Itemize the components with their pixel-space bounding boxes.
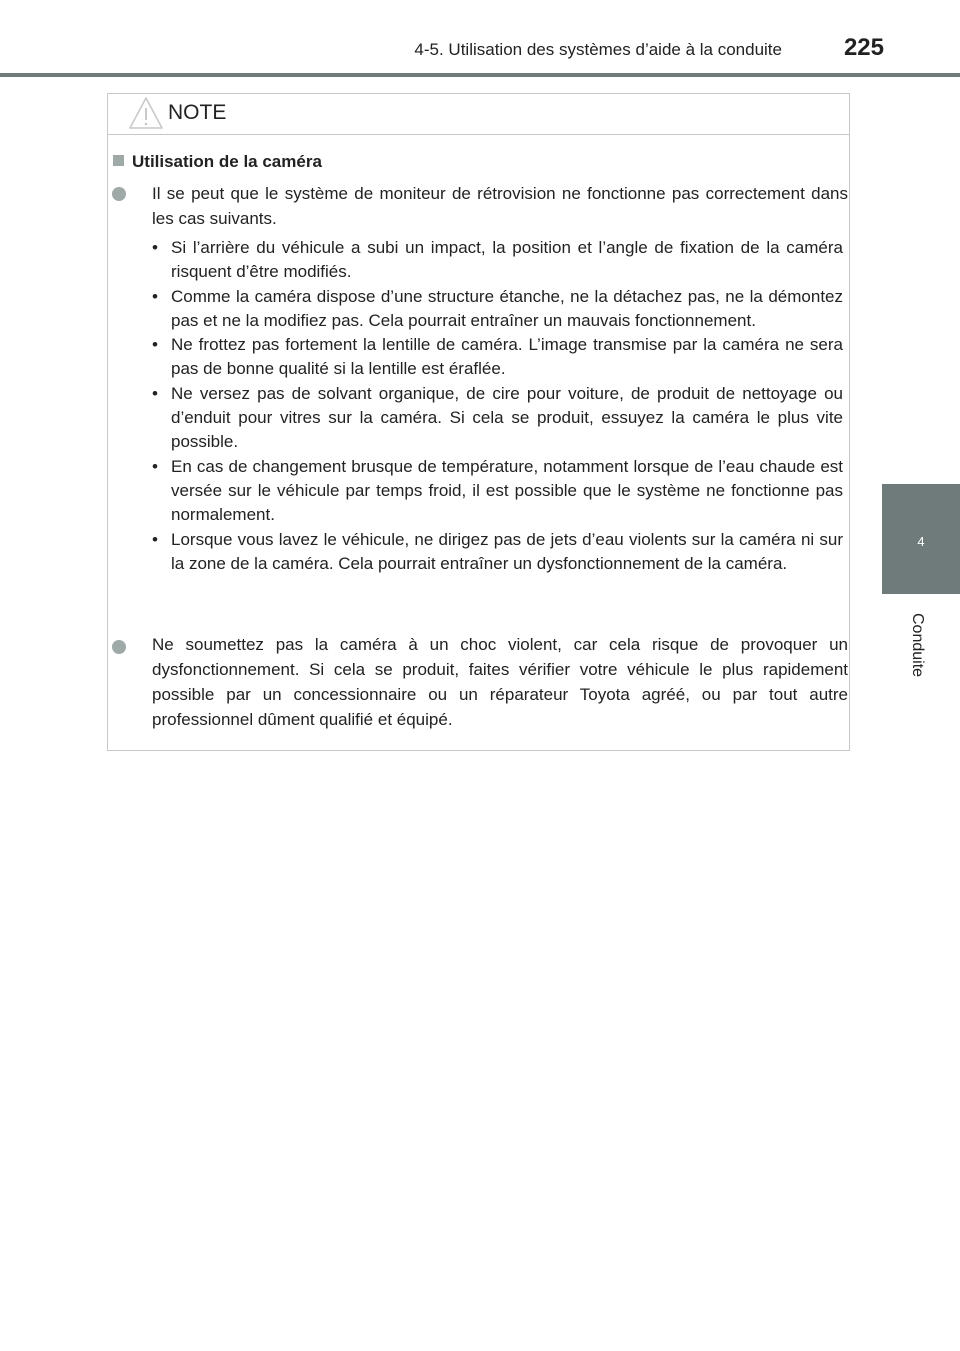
chapter-number: 4	[917, 534, 925, 549]
note-header	[108, 94, 849, 135]
running-header: 4-5. Utilisation des systèmes d’aide à la conduite	[414, 40, 782, 59]
warning-icon	[128, 96, 164, 130]
list-item: • Ne versez pas de solvant organique, de cire pour voiture, de produit de nettoyage ou d’enduit pour vitres sur la caméra. Si cela se produit, essuyez la caméra le plus vite possible.	[152, 383, 843, 452]
list-item: • Ne frottez pas fortement la lentille de caméra. L’image transmise par la caméra ne sera pas de bonne qualité si la lentille est éraflée.	[152, 335, 843, 379]
note-title: NOTE	[168, 101, 227, 124]
section-heading-text: Utilisation de la caméra	[132, 152, 322, 171]
list-item: • Lorsque vous lavez le véhicule, ne dirigez pas de jets d’eau violents sur la caméra ni sur la zone de la caméra. Cela pourrait entraîner un dysfonctionnement de la caméra.	[152, 529, 843, 573]
note-box	[107, 93, 850, 751]
list-item: • Comme la caméra dispose d’une structure étanche, ne la détachez pas, ne la démontez pas et ne la modifiez pas. Cela pourrait entraîner un mauvais fonctionnement.	[152, 286, 843, 330]
section-heading	[113, 152, 322, 172]
header-rule	[0, 73, 960, 77]
bullet-list	[108, 236, 843, 576]
intro-paragraph: Il se peut que le système de moniteur de rétrovision ne fonctionne pas correctement dans les cas suivants.	[152, 184, 848, 228]
list-item: • En cas de changement brusque de température, notamment lorsque de l’eau chaude est versée sur le véhicule par temps froid, il est possible que le système ne fonctionne pas normalement.	[152, 456, 843, 525]
page-number: 225	[843, 34, 884, 61]
square-bullet-icon	[113, 155, 124, 166]
chapter-label-text: Conduite	[909, 612, 926, 678]
closing-paragraph: Ne soumettez pas la caméra à un choc violent, car cela risque de provoquer un dysfonctionnement. Si cela se produit, faites vérifier votre véhicule le plus rapidement possible par un concessionnaire ou un réparateur Toyota agréé, ou par tout autre professionnel dûment qualifié et équipé.	[152, 635, 848, 729]
list-item: • Si l’arrière du véhicule a subi un impact, la position et l’angle de fixation de la caméra risquent d’être modifiés.	[152, 238, 843, 282]
chapter-label	[897, 600, 937, 690]
chapter-tab	[882, 484, 960, 594]
